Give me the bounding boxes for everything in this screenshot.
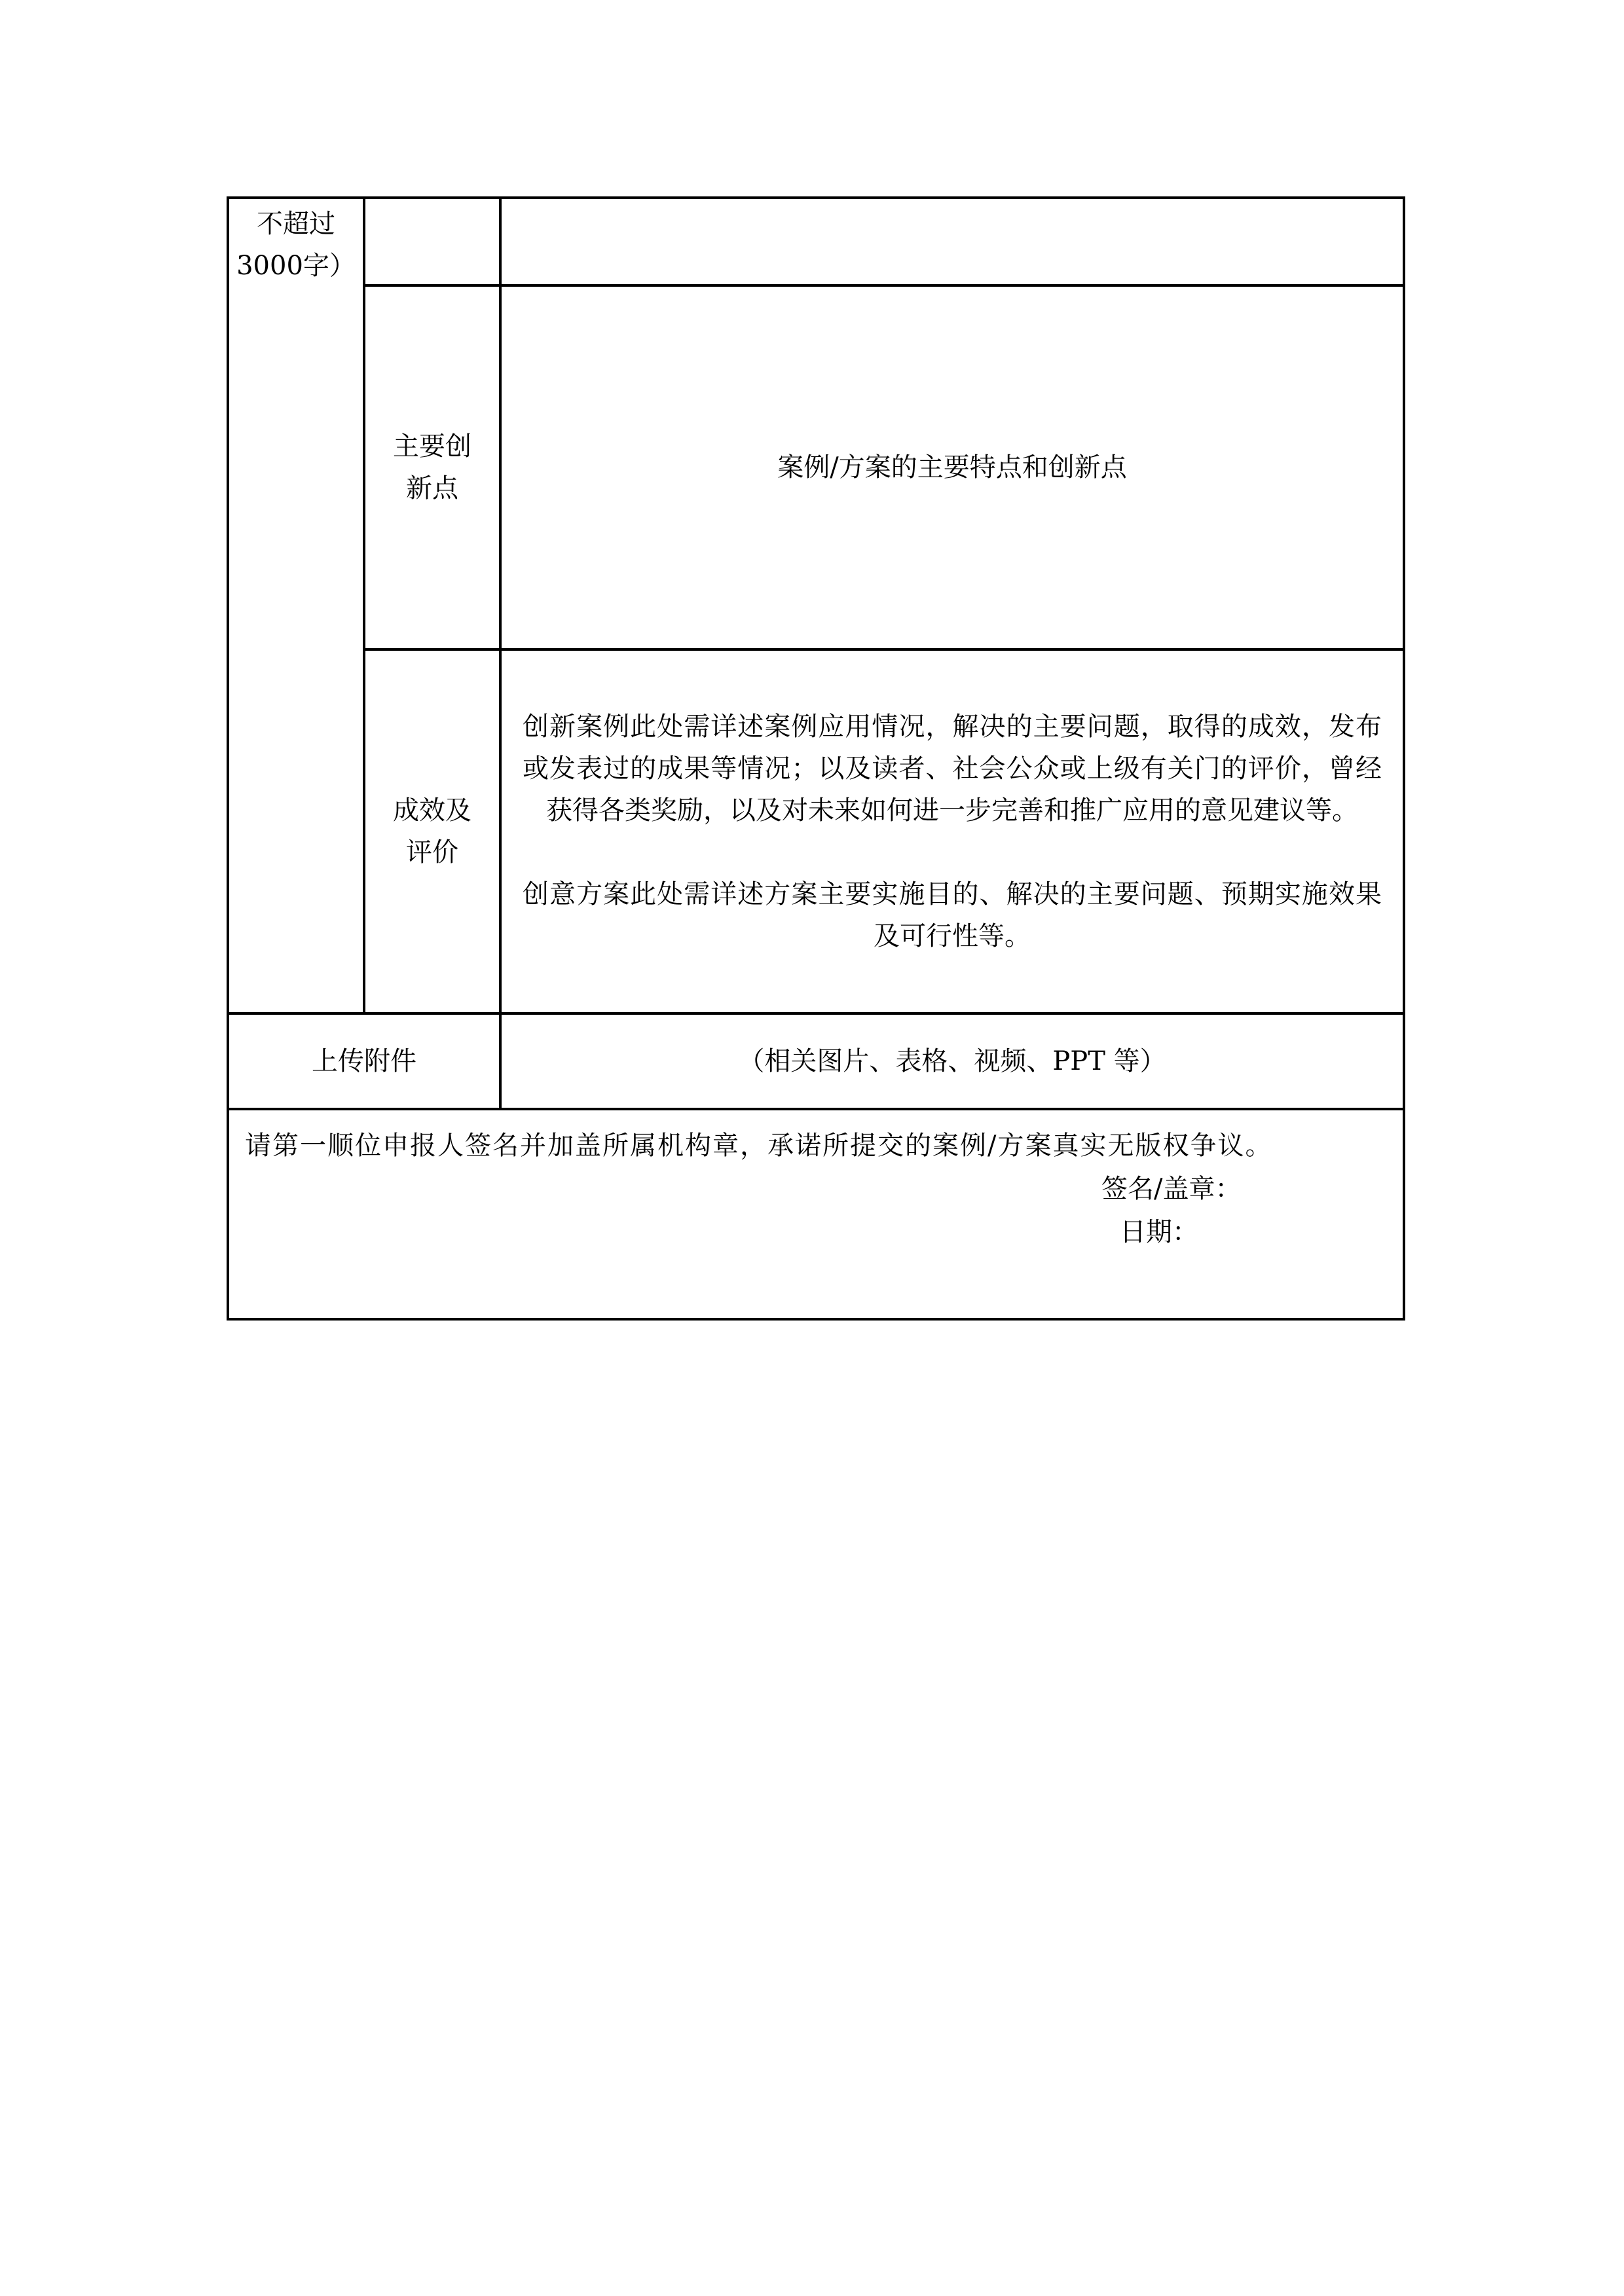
signature-label: 签名/盖章： [1101, 1174, 1242, 1204]
blank-content-cell[interactable] [500, 198, 1404, 285]
application-form-table [227, 196, 1405, 1321]
date-label: 日期： [1120, 1217, 1198, 1247]
evaluation-label-cell [364, 649, 500, 1013]
innovation-label-cell [364, 285, 500, 649]
table-row [228, 285, 1404, 649]
evaluation-case-text: 创新案例此处需详述案例应用情况，解决的主要问题，取得的成效，发布或发表过的成果等情况；以及读者、社会公众或上级有关门的评价，曾经获得各类奖励，以及对未来如何进一步完善和推广应用的意见建议等。 [523, 712, 1382, 826]
category-cell [228, 198, 364, 1013]
attachment-label-cell [228, 1013, 500, 1109]
signature-statement: 请第一顺位申报人签名并加盖所属机构章，承诺所提交的案例/方案真实无版权争议。 [245, 1131, 1273, 1161]
signature-cell[interactable] [228, 1109, 1404, 1319]
evaluation-label-line-2: 评价 [406, 837, 458, 867]
category-label-line-2: 3000字） [236, 251, 356, 281]
innovation-placeholder: 案例/方案的主要特点和创新点 [777, 452, 1127, 483]
evaluation-content-cell[interactable] [500, 649, 1404, 1013]
innovation-label-line-1: 主要创 [393, 431, 471, 462]
innovation-content-cell[interactable] [500, 285, 1404, 649]
table-row [228, 1109, 1404, 1319]
evaluation-label-line-1: 成效及 [393, 795, 471, 826]
table-row [228, 198, 1404, 285]
category-label-line-1: 不超过 [257, 209, 335, 239]
evaluation-plan-text: 创意方案此处需详述方案主要实施目的、解决的主要问题、预期实施效果及可行性等。 [523, 879, 1382, 951]
innovation-label-line-2: 新点 [406, 473, 458, 503]
attachment-hint: （相关图片、表格、视频、PPT 等） [738, 1046, 1166, 1076]
attachment-label: 上传附件 [312, 1046, 416, 1076]
blank-label-cell [364, 198, 500, 285]
table-row [228, 649, 1404, 1013]
table-row [228, 1013, 1404, 1109]
attachment-content-cell[interactable] [500, 1013, 1404, 1109]
